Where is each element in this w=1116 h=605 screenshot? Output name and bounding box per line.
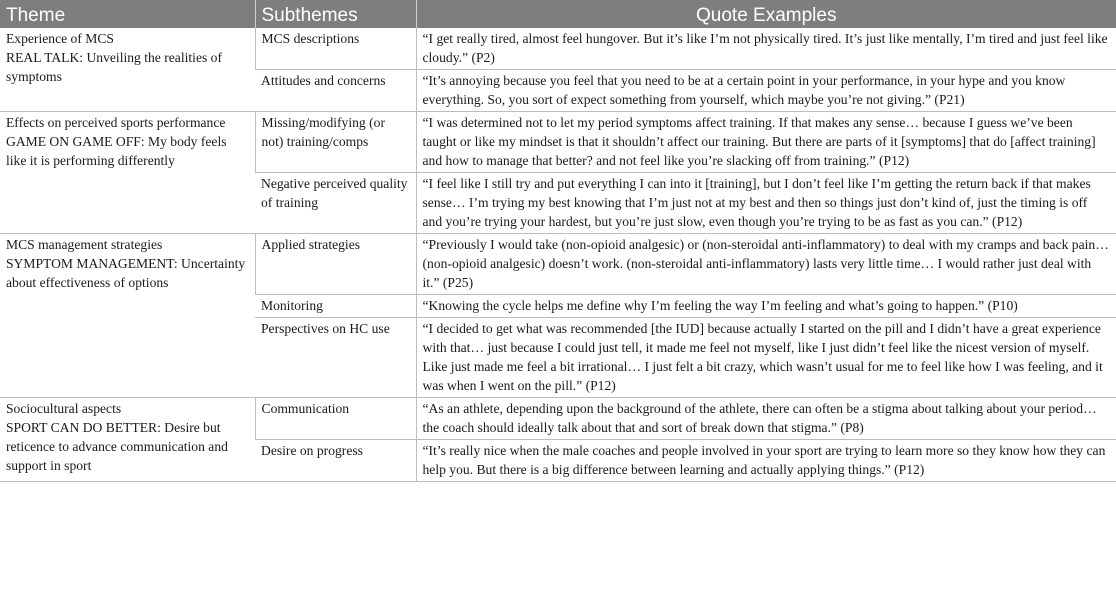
- table-row: [0, 234, 1116, 295]
- subtheme-cell: Negative perceived quality of training: [255, 173, 416, 234]
- theme-cell: [0, 398, 255, 482]
- theme-subtitle: GAME ON GAME OFF: My body feels like it is performing differently: [6, 134, 227, 168]
- quote-cell: “It’s annoying because you feel that you need to be at a certain point in your performance, in your hype and you know everything. So, you sort of expect something from yourself, which maybe you’re not giving.” (P21): [416, 70, 1116, 112]
- header-quotes: Quote Examples: [416, 0, 1116, 28]
- table-row: [0, 112, 1116, 173]
- table-header: [0, 0, 1116, 28]
- theme-title: MCS management strategies: [6, 237, 163, 252]
- header-row: [0, 0, 1116, 28]
- subtheme-cell: Communication: [255, 398, 416, 440]
- subtheme-cell: Perspectives on HC use: [255, 318, 416, 398]
- header-subthemes: Subthemes: [255, 0, 416, 28]
- quote-cell: “As an athlete, depending upon the background of the athlete, there can often be a stigma about talking about your period… the coach should ideally talk about that and sort of break down that stigma.” (P8): [416, 398, 1116, 440]
- quote-cell: “I decided to get what was recommended [the IUD] because actually I started on the pill and I didn’t have a great experience with that… just because I could just tell, it made me feel not myself, like I just didn’t feel like the nicest version of myself. Like just made me feel a bit irrational… I just felt a bit crazy, which wasn’t usual for me to feel like how I was feeling, and it was when I went on the pill.” (P12): [416, 318, 1116, 398]
- quote-cell: “I get really tired, almost feel hungover. But it’s like I’m not physically tired. It’s just like mentally, I’m tired and just feel like cloudy.” (P2): [416, 28, 1116, 70]
- quote-cell: “I feel like I still try and put everything I can into it [training], but I don’t feel like I’m getting the return back if that makes sense… I’m trying my best knowing that I’m just not at my best and then so things just don’t kind of, just the timing is off and you’re trying your hardest, but you’re just slow, even though you’re trying to be as fast as you can.” (P12): [416, 173, 1116, 234]
- table-row: [0, 28, 1116, 70]
- theme-title: Experience of MCS: [6, 31, 114, 46]
- subtheme-cell: Desire on progress: [255, 440, 416, 482]
- theme-title: Effects on perceived sports performance: [6, 115, 226, 130]
- subtheme-cell: MCS descriptions: [255, 28, 416, 70]
- quote-cell: “I was determined not to let my period symptoms affect training. If that makes any sense… because I guess we’ve been taught or like my mindset is that it shouldn’t affect our training. But there are parts of it [symptoms] that do [affect training] and how to manage that better? and not feel like you’re slacking off from training.” (P12): [416, 112, 1116, 173]
- subtheme-cell: Applied strategies: [255, 234, 416, 295]
- theme-cell: [0, 112, 255, 234]
- quote-cell: “Knowing the cycle helps me define why I’m feeling the way I’m feeling and what’s going to happen.” (P10): [416, 295, 1116, 318]
- subtheme-cell: Missing/modifying (or not) training/comps: [255, 112, 416, 173]
- theme-subtitle: SPORT CAN DO BETTER: Desire but reticence to advance communication and support in sport: [6, 420, 228, 473]
- quote-cell: “Previously I would take (non-opioid analgesic) or (non-steroidal anti-inflammatory) to deal with my cramps and back pain… (non-opioid analgesic) doesn’t work. (non-steroidal anti-inflammatory) lasts very little time… I would rather just deal with it.” (P25): [416, 234, 1116, 295]
- theme-cell: [0, 28, 255, 112]
- header-theme: Theme: [0, 0, 255, 28]
- subtheme-cell: Attitudes and concerns: [255, 70, 416, 112]
- quote-cell: “It’s really nice when the male coaches and people involved in your sport are trying to learn more so they know how they can help you. But there is a big difference between learning and actually applying things.” (P12): [416, 440, 1116, 482]
- theme-title: Sociocultural aspects: [6, 401, 122, 416]
- theme-subtitle: SYMPTOM MANAGEMENT: Uncertainty about effectiveness of options: [6, 256, 246, 290]
- theme-cell: [0, 234, 255, 398]
- subtheme-cell: Monitoring: [255, 295, 416, 318]
- theme-subtitle: REAL TALK: Unveiling the realities of symptoms: [6, 50, 222, 84]
- table-row: [0, 398, 1116, 440]
- table-body: [0, 28, 1116, 482]
